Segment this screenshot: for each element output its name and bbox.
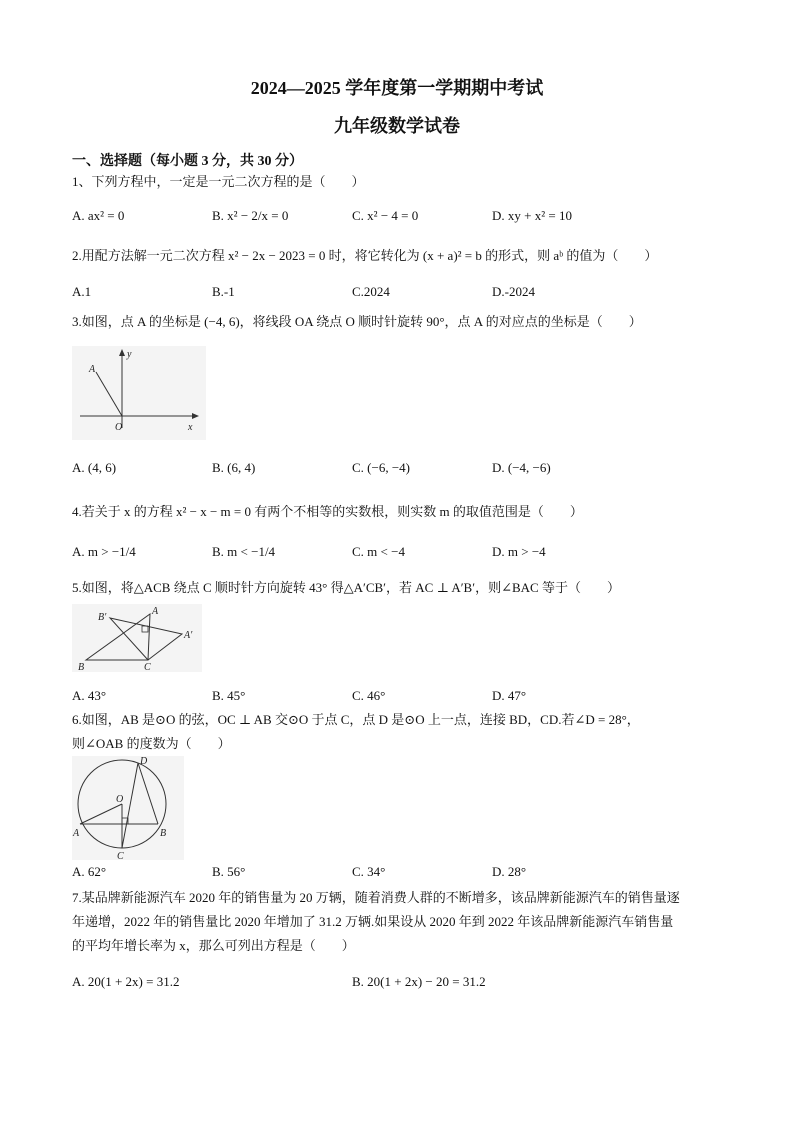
question-7-stem: 7.某品牌新能源汽车 2020 年的销售量为 20 万辆，随着消费人群的不断增多，该品牌新能源汽车的销售量逐 [72, 890, 680, 905]
question-5-stem: 5.如图，将△ACB 绕点 C 顺时针方向旋转 43° 得△A′CB′，若 AC ⊥ A′B′，则∠BAC 等于（ ） [72, 580, 620, 595]
label-y: y [127, 349, 132, 360]
triangle-acb [86, 614, 150, 660]
label-a: A [152, 606, 159, 617]
question-5-option-b[interactable]: B. 45° [212, 688, 246, 703]
label-o: O [116, 794, 124, 805]
label-x: x [188, 422, 193, 433]
question-6-option-b[interactable]: B. 56° [212, 864, 246, 879]
question-3-figure [72, 346, 206, 440]
question-1-option-c[interactable]: C. x² − 4 = 0 [352, 208, 419, 223]
question-5-option-c[interactable]: C. 46° [352, 688, 386, 703]
question-6-figure [72, 756, 184, 860]
question-1-option-d[interactable]: D. xy + x² = 10 [492, 208, 572, 223]
question-7-option-b[interactable]: B. 20(1 + 2x) − 20 = 31.2 [352, 974, 486, 989]
triangle-a-prime-cb-prime [110, 618, 182, 660]
question-6-option-a[interactable]: A. 62° [72, 864, 107, 879]
question-4-stem: 4.若关于 x 的方程 x² − x − m = 0 有两个不相等的实数根，则实数 m 的取值范围是（ ） [72, 504, 583, 519]
question-3-option-a[interactable]: A. (4, 6) [72, 460, 117, 475]
label-c: C [144, 662, 151, 672]
question-2-option-d[interactable]: D.-2024 [492, 284, 535, 299]
question-5-option-d[interactable]: D. 47° [492, 688, 527, 703]
label-a: A [73, 828, 80, 839]
question-7-stem-line-2: 年递增，2022 年的销售量比 2020 年增加了 31.2 万辆.如果设从 2020 年到 2022 年该品牌新能源汽车销售量 [72, 914, 674, 929]
label-a-prime: A′ [184, 630, 193, 641]
label-c: C [117, 851, 124, 860]
question-4-option-d[interactable]: D. m > −4 [492, 544, 546, 559]
question-6-stem: 6.如图，AB 是⊙O 的弦，OC ⊥ AB 交⊙O 于点 C，点 D 是⊙O 上一点，连接 BD，CD.若∠D = 28°， [72, 712, 640, 727]
question-5-figure [72, 604, 202, 672]
question-4-option-b[interactable]: B. m < −1/4 [212, 544, 276, 559]
question-1-stem: 1、下列方程中，一定是一元二次方程的是（ ） [72, 174, 365, 189]
segment-oa [96, 372, 122, 416]
segment-dc [122, 763, 138, 848]
question-7-option-a[interactable]: A. 20(1 + 2x) = 31.2 [72, 974, 180, 989]
x-axis-arrow-icon [192, 413, 199, 419]
question-1-option-b[interactable]: B. x² − 2/x = 0 [212, 208, 289, 223]
question-2-option-c[interactable]: C.2024 [352, 284, 390, 299]
question-4-option-a[interactable]: A. m > −1/4 [72, 544, 136, 559]
exam-subtitle: 九年级数学试卷 [334, 116, 460, 136]
question-6-option-c[interactable]: C. 34° [352, 864, 386, 879]
question-7-stem-line-3: 的平均年增长率为 x，那么可列出方程是（ ） [72, 938, 355, 953]
y-axis-arrow-icon [119, 349, 125, 356]
question-2-option-a[interactable]: A.1 [72, 284, 92, 299]
question-6-stem-line-2: 则∠OAB 的度数为（ ） [72, 736, 231, 751]
exam-title: 2024—2025 学年度第一学期期中考试 [250, 78, 544, 98]
question-3-stem: 3.如图，点 A 的坐标是 (−4, 6)，将线段 OA 绕点 O 顺时针旋转 90°，点 A 的对应点的坐标是（ ） [72, 314, 642, 329]
question-4-option-c[interactable]: C. m < −4 [352, 544, 405, 559]
segment-oa [80, 804, 122, 824]
question-5-option-a[interactable]: A. 43° [72, 688, 107, 703]
segment-db [138, 763, 158, 824]
right-angle-mark [142, 626, 148, 632]
question-3-option-b[interactable]: B. (6, 4) [212, 460, 256, 475]
section-heading: 一、选择题（每小题 3 分，共 30 分） [72, 154, 303, 169]
label-a: A [89, 364, 96, 375]
question-2-stem: 2.用配方法解一元二次方程 x² − 2x − 2023 = 0 时，将它转化为 (x + a)² = b 的形式，则 aᵇ 的值为（ ） [72, 248, 658, 263]
label-o: O [115, 422, 123, 433]
question-2-option-b[interactable]: B.-1 [212, 284, 235, 299]
label-d: D [140, 756, 148, 767]
label-b: B [78, 662, 85, 672]
question-6-option-d[interactable]: D. 28° [492, 864, 527, 879]
question-3-option-d[interactable]: D. (−4, −6) [492, 460, 551, 475]
question-1-option-a[interactable]: A. ax² = 0 [72, 208, 125, 223]
question-3-option-c[interactable]: C. (−6, −4) [352, 460, 410, 475]
label-b: B [160, 828, 167, 839]
label-b-prime: B′ [98, 612, 107, 623]
